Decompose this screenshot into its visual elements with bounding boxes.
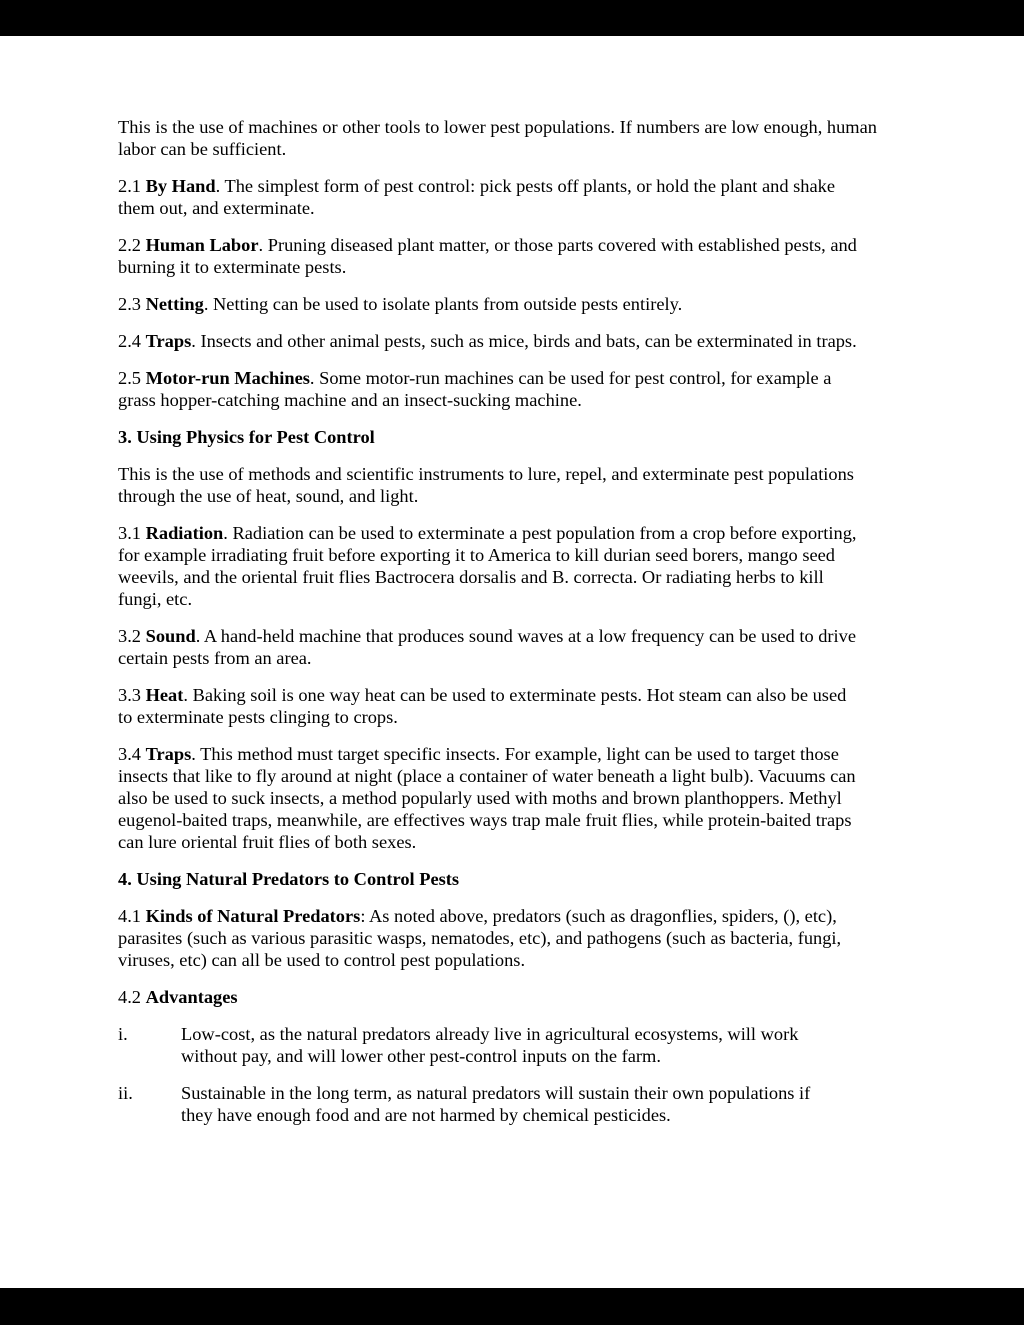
letterbox-bar-bottom: [0, 1288, 1024, 1325]
item-term: Sound: [145, 626, 196, 646]
paragraph-4-1: [118, 905, 863, 971]
item-number: 2.1: [118, 176, 146, 196]
item-term: Traps: [145, 744, 192, 764]
document-page: [118, 0, 925, 1141]
section-3-heading: 3. Using Physics for Pest Control: [118, 427, 375, 447]
item-term: Kinds of Natural Predators: [145, 906, 361, 926]
paragraph-intro-section-2: [118, 116, 898, 160]
item-text: . Insects and other animal pests, such as mice, birds and bats, can be exterminated in traps.: [191, 331, 857, 351]
item-term: Netting: [145, 294, 204, 314]
paragraph-2-5: [118, 367, 863, 411]
paragraph-intro-section-3: [118, 463, 898, 507]
advantage-item-ii: [118, 1082, 835, 1126]
item-term: By Hand: [145, 176, 216, 196]
list-marker: ii.: [118, 1083, 133, 1103]
list-item-text: Sustainable in the long term, as natural predators will sustain their own populations if they have enough food and are not harmed by chemical pesticides.: [181, 1083, 811, 1125]
advantage-item-i: [118, 1023, 835, 1067]
item-number: 2.5: [118, 368, 146, 388]
paragraph-3-4: [118, 743, 863, 853]
item-term: Motor-run Machines: [145, 368, 310, 388]
item-term: Traps: [145, 331, 192, 351]
paragraph-3-1: [118, 522, 863, 610]
item-text: . The simplest form of pest control: pick pests off plants, or hold the plant and shake them out, and exterminate.: [118, 176, 835, 218]
item-term: Radiation: [145, 523, 224, 543]
paragraph-3-2: [118, 625, 863, 669]
paragraph-2-4: [118, 330, 863, 352]
item-text: . Some motor-run machines can be used for pest control, for example a grass hopper-catching machine and an insect-sucking machine.: [118, 368, 832, 410]
list-item-text: Low-cost, as the natural predators already live in agricultural ecosystems, will work without pay, and will lower other pest-control inputs on the farm.: [181, 1024, 799, 1066]
item-text: . Pruning diseased plant matter, or those parts covered with established pests, and burning it to exterminate pests.: [118, 235, 857, 277]
paragraph-2-3: [118, 293, 863, 315]
item-number: 3.4: [118, 744, 146, 764]
item-number: 3.1: [118, 523, 146, 543]
item-number: 2.4: [118, 331, 146, 351]
item-term: Heat: [145, 685, 184, 705]
item-number: 4.2: [118, 987, 146, 1007]
item-number: 2.2: [118, 235, 146, 255]
list-marker: i.: [118, 1024, 128, 1044]
item-number: 3.3: [118, 685, 146, 705]
item-number: 4.1: [118, 906, 146, 926]
paragraph-3-3: [118, 684, 863, 728]
paragraph-2-1: [118, 175, 863, 219]
paragraph-2-2: [118, 234, 863, 278]
item-number: 3.2: [118, 626, 146, 646]
item-text: . Baking soil is one way heat can be used to exterminate pests. Hot steam can also be used to exterminate pests clinging to crops.: [118, 685, 847, 727]
item-text: : As noted above, predators (such as dragonflies, spiders, (), etc), parasites (such as various parasitic wasps, nematodes, etc), and pathogens (such as bacteria, fungi, viruses, etc) can all be used to control pest populations.: [118, 906, 842, 970]
intro-3-text: This is the use of methods and scientific instruments to lure, repel, and exterminate pest populations through the use of heat, sound, and light.: [118, 464, 854, 506]
section-4-heading: 4. Using Natural Predators to Control Pests: [118, 869, 460, 889]
item-text: . Radiation can be used to exterminate a pest population from a crop before exporting, for example irradiating fruit before exporting it to America to kill durian seed borers, mango seed weevils, and the oriental fruit flies Bactrocera dorsalis and B. correcta. Or radiating herbs to kill fungi, etc.: [118, 523, 857, 609]
intro-2-text: This is the use of machines or other tools to lower pest populations. If numbers are low enough, human labor can be sufficient.: [118, 117, 877, 159]
paragraph-4-2: [118, 986, 863, 1008]
item-text: . A hand-held machine that produces sound waves at a low frequency can be used to drive certain pests from an area.: [118, 626, 857, 668]
item-number: 2.3: [118, 294, 146, 314]
item-text: . Netting can be used to isolate plants from outside pests entirely.: [203, 294, 683, 314]
item-text: . This method must target specific insects. For example, light can be used to target those insects that like to fly around at night (place a container of water beneath a light bulb). Vacuums can also be used to suck insects, a method popularly used with moths and brown planthoppers. Methyl eugenol-baited traps, meanwhile, are effectives ways trap male fruit flies, while protein-baited traps can lure oriental fruit flies of both sexes.: [118, 744, 856, 852]
item-term: Advantages: [145, 987, 238, 1007]
item-term: Human Labor: [145, 235, 259, 255]
